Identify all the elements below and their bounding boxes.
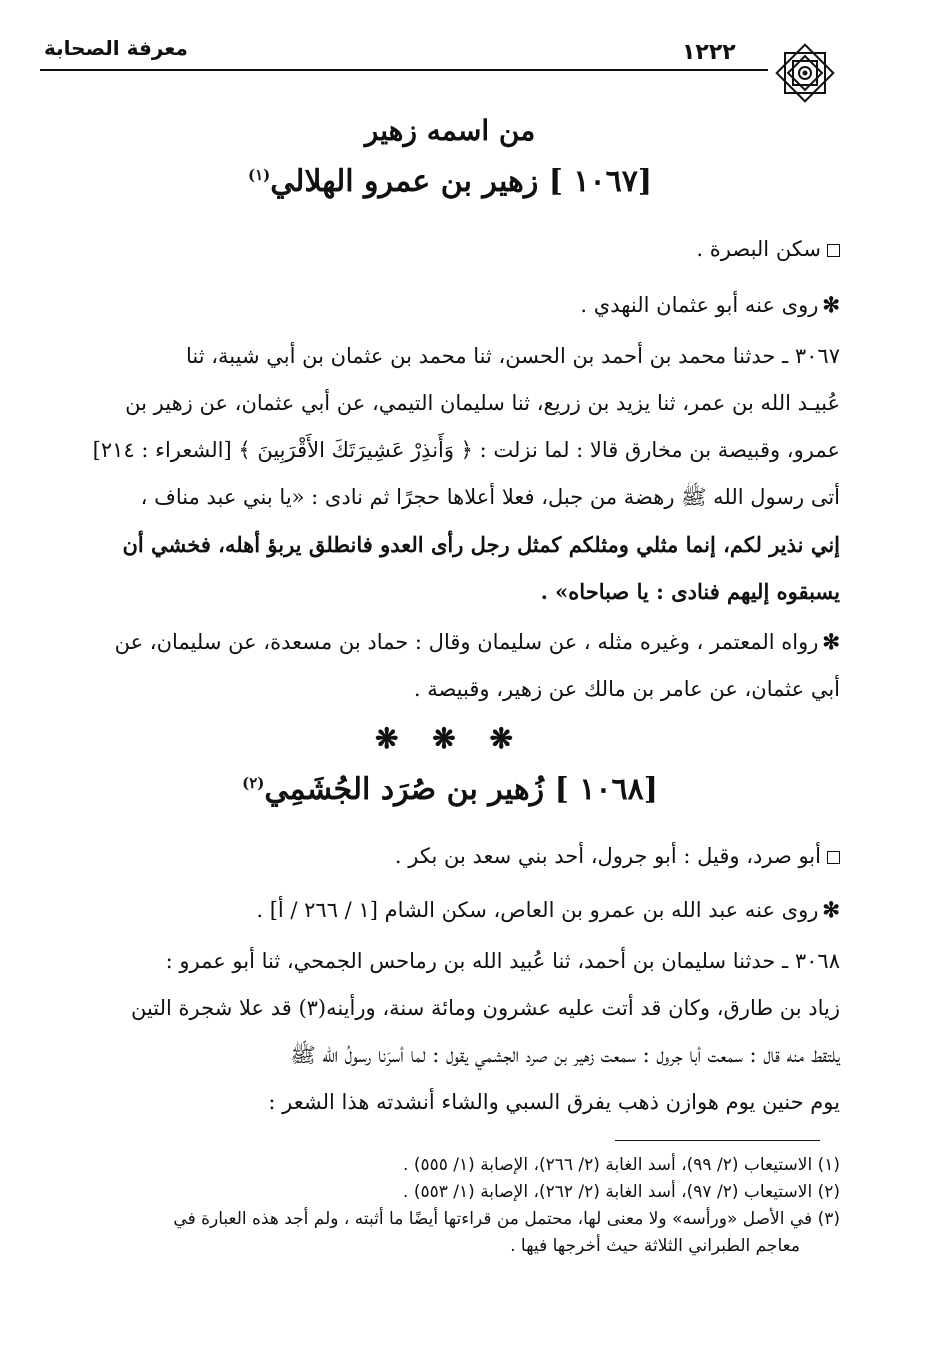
entry-1068-narrator-text: روى عنه عبد الله بن عمرو بن العاص، سكن الشام [١ / ٢٦٦ / أ] . <box>256 898 819 922</box>
entry-1068-info <box>60 832 840 880</box>
entry-1067-info <box>60 225 840 273</box>
riwaya-line: أبي عثمان، عن عامر بن مالك عن زهير، وقبيصة . <box>413 677 840 701</box>
footnote-3-continuation: معاجم الطبراني الثلاثة حيث أخرجها فيها . <box>510 1236 800 1256</box>
hadith-3067-line: يسبقوه إليهم فنادى : يا صباحاه» . <box>540 579 840 604</box>
entry-1068-title <box>60 772 840 807</box>
hadith-3068-line: يلتقط منه قال : سمعت أبا جرول : سمعت زهير بن صرد الجشمي يقول : لما أسرَنا رسولُ الله ﷺ <box>290 1043 840 1067</box>
entry-1067-riwaya <box>60 618 840 713</box>
entry-1067-title <box>60 164 840 199</box>
square-bullet-icon <box>827 851 840 864</box>
entry-1068-info-text: أبو صرد، وقيل : أبو جرول، أحد بني سعد بن بكر . <box>394 844 821 868</box>
page-number: ١٢٢٢ <box>682 40 736 65</box>
hadith-3067 <box>60 333 840 615</box>
running-header-book-title: معرفة الصحابة <box>44 36 188 60</box>
entry-1067-narrator-text: روى عنه أبو عثمان النهدي . <box>580 293 819 317</box>
octagonal-star-ornament-icon <box>770 38 840 108</box>
section-divider-asterisks: ❋ ❋ ❋ <box>375 722 525 755</box>
footnotes <box>50 1152 840 1260</box>
hadith-3067-line: إني نذير لكم، إنما مثلي ومثلكم كمثل رجل رأى العدو فانطلق يربؤ أهله، فخشي أن <box>122 532 840 557</box>
riwaya-line-text: رواه المعتمر ، وغيره مثله ، عن سليمان وقال : حماد بن مسعدة، عن سليمان، عن <box>114 630 819 654</box>
hadith-3068-line: ٣٠٦٨ ـ حدثنا سليمان بن أحمد، ثنا عُبيد الله بن رماحس الجمحي، ثنا أبو عمرو : <box>165 949 840 973</box>
header-rule <box>40 69 768 71</box>
footnote-2: (٢) الاستيعاب (٢/ ٩٧)، أسد الغابة (٢/ ٢٦٢)، الإصابة (١/ ٥٥٣) . <box>403 1182 840 1202</box>
square-bullet-icon <box>827 244 840 257</box>
asterisk-icon: ✻ <box>822 897 840 922</box>
hadith-3067-line: أتى رسول الله ﷺ رهضة من جبل، فعلا أعلاها حجرًا ثم نادى : «يا بني عبد مناف ، <box>140 485 840 509</box>
entry-1068-title-text: [١٠٦٨ ] زُهير بن صُرَد الجُشَمِي <box>264 772 658 807</box>
footnote-ref-2: (٢) <box>242 774 265 792</box>
hadith-3067-line: عمرو، وقبيصة بن مخارق قالا : لما نزلت : ﴿ وَأَنذِرْ عَشِيرَتَكَ الأَقْرَبِينَ ﴾ [الشعراء : ٢١٤] <box>92 438 840 462</box>
hadith-3068-line: زياد بن طارق، وكان قد أتت عليه عشرون ومائة سنة، ورأينه(٣) قد علا شجرة التين <box>130 996 840 1020</box>
riwaya-line <box>60 618 840 666</box>
asterisk-icon: ✻ <box>822 292 840 317</box>
footnote-rule <box>615 1140 820 1141</box>
entry-1067-narrator <box>60 281 840 329</box>
hadith-3067-line: عُبيـد الله بن عمر، ثنا يزيد بن زريع، ثنا سليمان التيمي، عن أبي عثمان، عن زهير بن <box>125 391 840 415</box>
entry-1068-narrator <box>60 886 840 934</box>
footnote-3: (٣) في الأصل «ورأسه» ولا معنى لها، محتمل من قراءتها أيضًا ما أثبته ، ولم أجد هذه العبارة في <box>173 1209 840 1229</box>
hadith-3067-line: ٣٠٦٧ ـ حدثنا محمد بن أحمد بن الحسن، ثنا محمد بن عثمان بن أبي شيبة، ثنا <box>186 344 840 368</box>
asterisk-icon: ✻ <box>822 629 840 654</box>
footnote-ref-1: (١) <box>247 166 271 184</box>
hadith-3068 <box>60 938 840 1126</box>
hadith-3068-line: يوم حنين يوم هوازن ذهب يفرق السبي والشاء أنشدته هذا الشعر : <box>268 1090 840 1114</box>
entry-1067-title-text: [١٠٦٧ ] زهير بن عمرو الهلالي <box>270 164 653 199</box>
footnote-1: (١) الاستيعاب (٢/ ٩٩)، أسد الغابة (٢/ ٢٦٦)، الإصابة (١/ ٥٥٥) . <box>403 1155 840 1175</box>
section-title: من اسمه زهير <box>364 114 536 147</box>
entry-1067-info-text: سكن البصرة . <box>696 237 821 261</box>
